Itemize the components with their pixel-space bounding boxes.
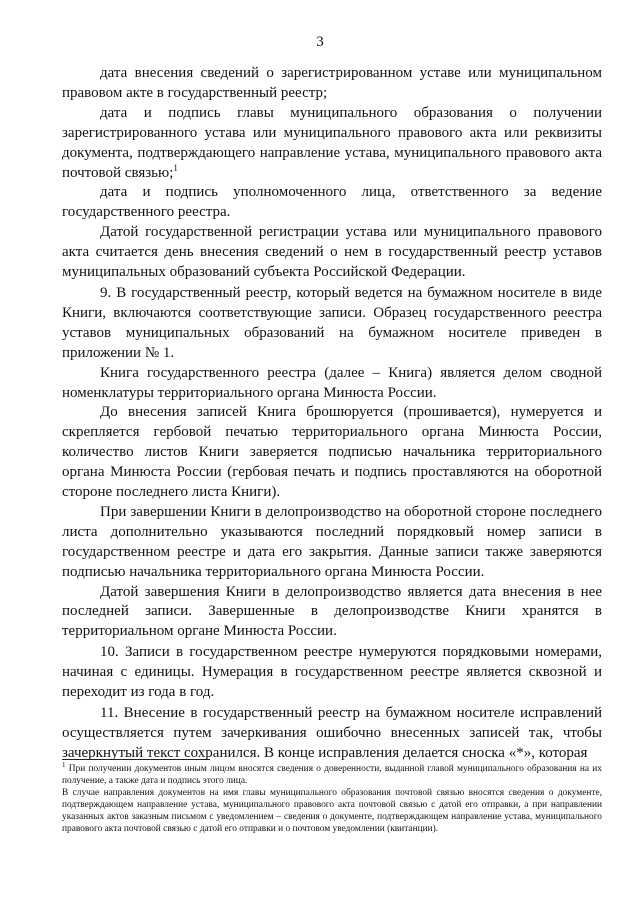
footnote	[62, 760, 602, 787]
footnote-text: При получении документов иным лицом вносятся сведения о доверенности, выданной главой муниципального образования на их получение, а также дата и подпись этого лица.	[62, 764, 602, 786]
paragraph: 10. Записи в государственном реестре нумеруются порядковыми номерами, начиная с единицы. Нумерация в государственном реестре является сквозной и переходит из года в год.	[62, 644, 602, 701]
paragraph: Датой государственной регистрации устава или муниципального правового акта считается день внесения сведений о нем в государственный реестр уставов муниципальных образований субъекта Российской Федерации.	[62, 224, 602, 281]
paragraph: дата внесения сведений о зарегистрированном уставе или муниципальном правовом акте в государственный реестр;	[62, 65, 602, 101]
paragraph: До внесения записей Книга брошюруется (прошивается), нумеруется и скрепляется гербовой печатью территориального органа Минюста России, количество листов Книги заверяется подписью начальника территориального органа Минюста России (гербовая печать и подпись проставляются на оборотной стороне последнего листа Книги).	[62, 404, 602, 501]
footnote-separator	[62, 759, 210, 760]
paragraph: При завершении Книги в делопроизводство на оборотной стороне последнего листа дополнительно указываются последний порядковый номер записи в государственном реестре и дата его закрытия. Данные записи также заверяются подписью начальника территориального органа Минюста России.	[62, 503, 602, 580]
paragraph: Датой завершения Книги в делопроизводство является дата внесения в нее последней записи. Завершенные в делопроизводстве Книги хранятся в территориальном органе Минюста России.	[62, 583, 602, 640]
footnotes	[62, 760, 602, 835]
document-body	[62, 64, 602, 764]
paragraph: Книга государственного реестра (далее – Книга) является делом сводной номенклатуры территориального органа Минюста России.	[62, 364, 602, 401]
paragraph-text: дата и подпись главы муниципального образования о получении зарегистрированного устава или муниципального правового акта или реквизиты документа, подтверждающего направление устава, муниципального правового акта почтовой связью;	[62, 104, 602, 181]
paragraph: дата и подпись уполномоченного лица, ответственного за ведение государственного реестра.	[62, 184, 602, 221]
footnote: В случае направления документов на имя главы муниципального образования почтовой связью вносятся сведения о документе, подтверждающем направление устава, муниципального правового акта почтовой связью с датой его отправки, а при направлении указанных актов заказным письмом с уведомлением – сведения о документе, подтверждающем направление устава, муниципального правового акта почтовой связью с датой его отправки и о почтовом уведомлении (квитанции).	[62, 788, 602, 834]
page-number: 3	[316, 34, 324, 50]
footnote-marker: 1	[62, 760, 66, 769]
paragraph: 9. В государственный реестр, который ведется на бумажном носителе в виде Книги, включаются соответствующие записи. Образец государственного реестра уставов муниципальных образований на бумажном носителе приведен в приложении № 1.	[62, 284, 602, 361]
paragraph-with-footnote-ref	[62, 104, 602, 184]
footnote-reference: 1	[173, 162, 178, 173]
paragraph: 11. Внесение в государственный реестр на бумажном носителе исправлений осуществляется путем зачеркивания ошибочно внесенных записей так, чтобы зачеркнутый текст сохранился. В конце исправления делается сноска «*», которая	[62, 705, 602, 761]
